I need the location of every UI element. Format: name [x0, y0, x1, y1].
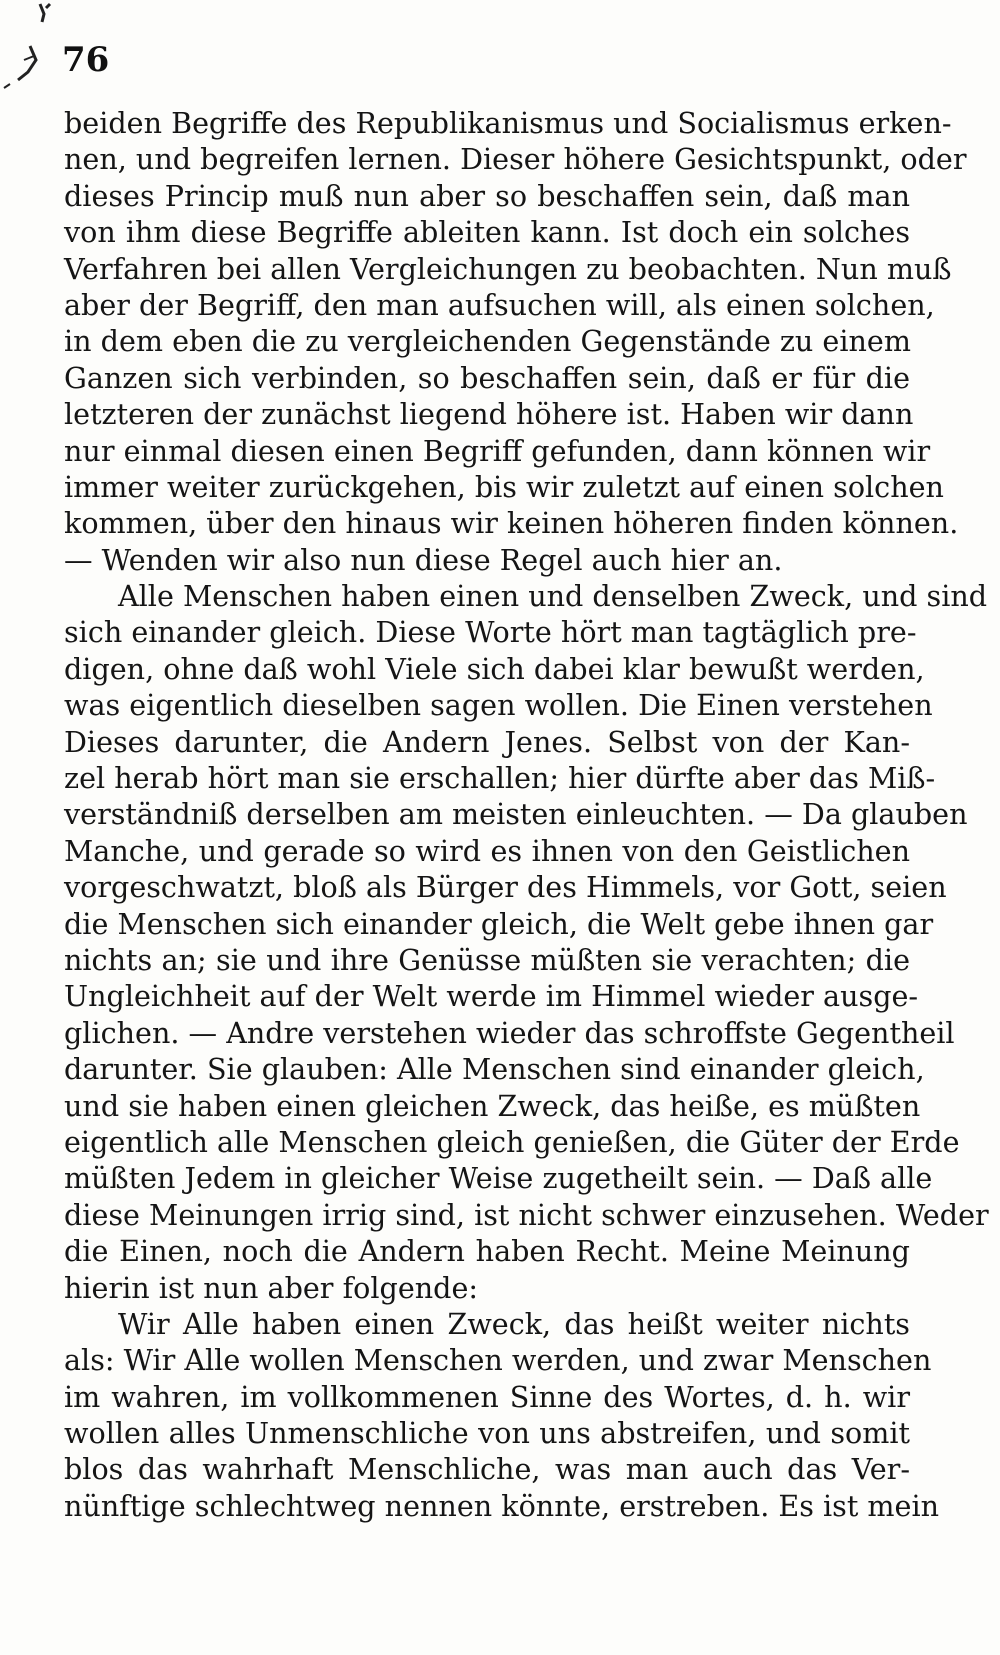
page-number: 76	[62, 40, 110, 80]
text-line: Dieses darunter, die Andern Jenes. Selbst von der Kan-	[64, 724, 910, 759]
text-line: als: Wir Alle wollen Menschen werden, und zwar Menschen	[64, 1343, 932, 1378]
text-line: müßten Jedem in gleicher Weise zugetheilt sein. — Daß alle	[64, 1161, 933, 1196]
text-line: — Wenden wir also nun diese Regel auch hier an.	[64, 542, 783, 577]
ink-smudge-mark	[0, 0, 64, 110]
text-line: immer weiter zurückgehen, bis wir zuletzt auf einen solchen	[64, 469, 944, 504]
text-line: Ungleichheit auf der Welt werde im Himmel wieder ausge-	[64, 979, 919, 1014]
text-line: beiden Begriffe des Republikanismus und Socialismus erken-	[64, 106, 952, 140]
text-line: digen, ohne daß wohl Viele sich dabei klar bewußt werden,	[64, 651, 925, 686]
text-line: vorgeschwatzt, bloß als Bürger des Himmels, vor Gott, seien	[64, 870, 947, 905]
text-line: im wahren, im vollkommenen Sinne des Wortes, d. h. wir	[64, 1379, 910, 1414]
body-text	[64, 105, 989, 1524]
text-line: nur einmal diesen einen Begriff gefunden, dann können wir	[64, 433, 931, 468]
text-line: kommen, über den hinaus wir keinen höheren finden können.	[64, 506, 959, 541]
text-line: Verfahren bei allen Vergleichungen zu beobachten. Nun muß	[64, 251, 952, 286]
text-line: Ganzen sich verbinden, so beschaffen sein, daß er für die	[64, 360, 910, 395]
text-line: glichen. — Andre verstehen wieder das schroffste Gegentheil	[64, 1015, 955, 1050]
text-line: die Menschen sich einander gleich, die Welt gebe ihnen gar	[64, 906, 934, 941]
text-line: blos das wahrhaft Menschliche, was man auch das Ver-	[64, 1452, 910, 1487]
text-line: letzteren der zunächst liegend höhere ist. Haben wir dann	[64, 397, 914, 432]
text-line: nünftige schlechtweg nennen könnte, erstreben. Es ist mein	[64, 1488, 940, 1523]
text-line: hierin ist nun aber folgende:	[64, 1270, 479, 1305]
paragraph-start-line: Alle Menschen haben einen und denselben Zweck, und sind	[118, 579, 988, 614]
text-line: nichts an; sie und ihre Genüsse müßten sie verachten; die	[64, 942, 910, 977]
text-line: von ihm diese Begriffe ableiten kann. Ist doch ein solches	[64, 215, 910, 250]
paragraph-start-line: Wir Alle haben einen Zweck, das heißt weiter nichts	[118, 1306, 910, 1341]
text-line: dieses Princip muß nun aber so beschaffen sein, daß man	[64, 178, 910, 213]
text-line: in dem eben die zu vergleichenden Gegenstände zu einem	[64, 324, 911, 359]
text-line: und sie haben einen gleichen Zweck, das heiße, es müßten	[64, 1088, 921, 1123]
text-line: nen, und begreifen lernen. Dieser höhere Gesichtspunkt, oder	[64, 142, 967, 177]
text-line: was eigentlich dieselben sagen wollen. Die Einen verstehen	[64, 688, 933, 723]
text-line: verständniß derselben am meisten einleuchten. — Da glauben	[64, 797, 968, 832]
text-line: eigentlich alle Menschen gleich genießen, die Güter der Erde	[64, 1124, 960, 1159]
text-line: diese Meinungen irrig sind, ist nicht schwer einzusehen. Weder	[64, 1197, 989, 1232]
text-line: die Einen, noch die Andern haben Recht. Meine Meinung	[64, 1234, 910, 1269]
text-line: wollen alles Unmenschliche von uns abstreifen, und somit	[64, 1416, 910, 1451]
text-line: zel herab hört man sie erschallen; hier dürfte aber das Miß-	[64, 761, 936, 796]
text-line: darunter. Sie glauben: Alle Menschen sind einander gleich,	[64, 1052, 925, 1087]
text-line: Manche, und gerade so wird es ihnen von den Geistlichen	[64, 833, 910, 868]
text-line: aber der Begriff, den man aufsuchen will, als einen solchen,	[64, 287, 935, 322]
text-line: sich einander gleich. Diese Worte hört man tagtäglich pre-	[64, 615, 917, 650]
